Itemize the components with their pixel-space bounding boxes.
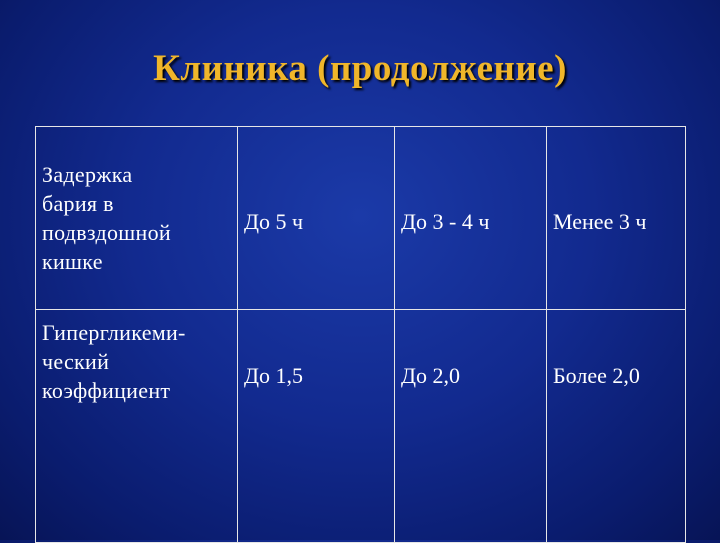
row-label-line: кишке (42, 249, 103, 274)
clinical-table (35, 126, 686, 543)
table-cell: До 2,0 (395, 310, 547, 543)
table-cell: До 1,5 (238, 310, 395, 543)
row-label-line: бария в (42, 191, 114, 216)
table-cell: Более 2,0 (547, 310, 686, 543)
table-cell: До 3 - 4 ч (395, 127, 547, 310)
slide-title: Клиника (продолжение) (153, 48, 567, 89)
table-cell: До 5 ч (238, 127, 395, 310)
row-label-line: ческий (42, 349, 110, 374)
table-row-hyperglycemic-coefficient (36, 310, 686, 543)
row-label-line: Гипергликеми- (42, 320, 186, 345)
table-cell: Менее 3 ч (547, 127, 686, 310)
row-label-line: подвздошной (42, 220, 171, 245)
row-label-line: коэффициент (42, 378, 171, 403)
row-label-hyperglycemic-coefficient (36, 310, 238, 543)
table-row-barium-delay (36, 127, 686, 310)
row-label-barium-delay (36, 127, 238, 310)
row-label-line: Задержка (42, 162, 133, 187)
